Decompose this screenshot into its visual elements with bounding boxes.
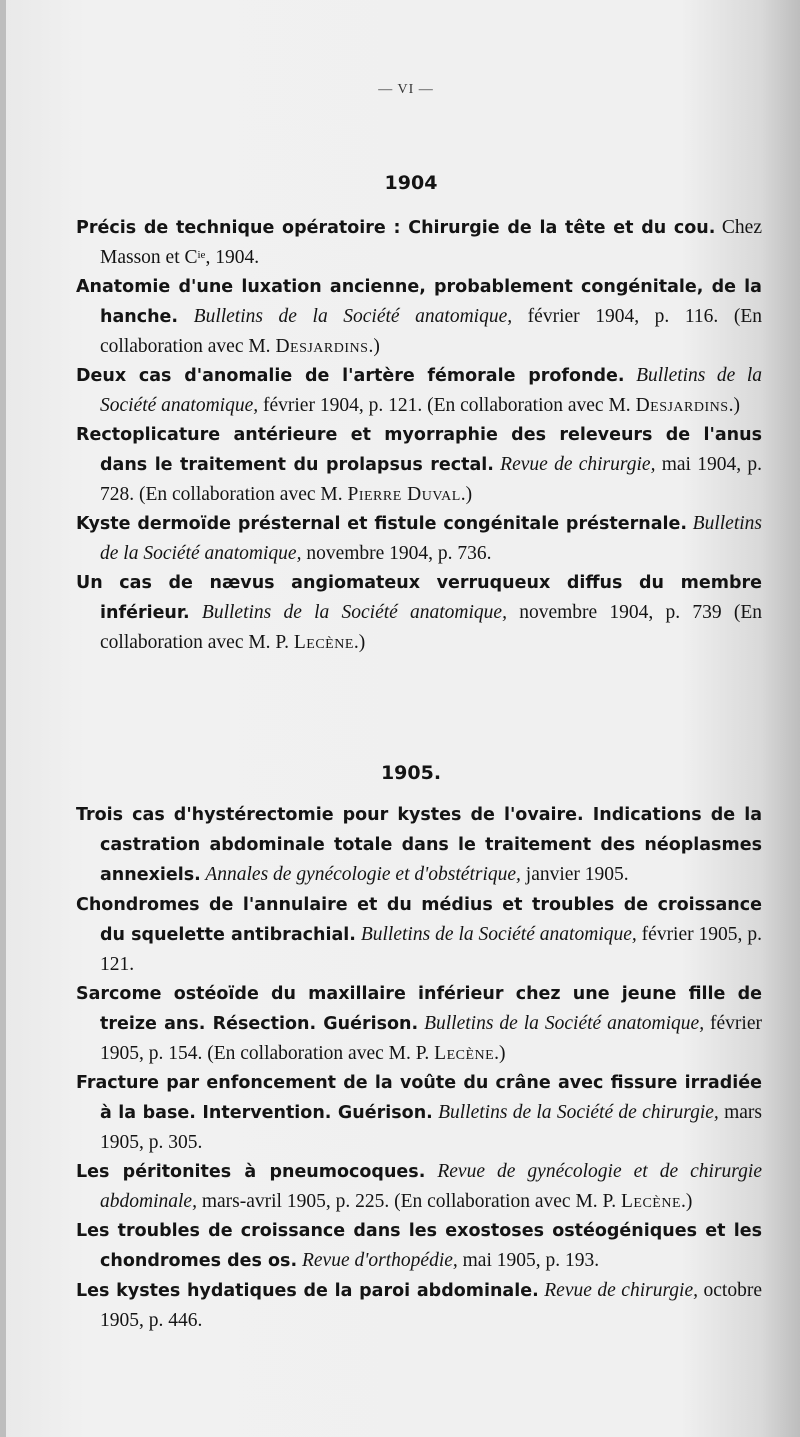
entry-title: Précis de technique opératoire : Chirurgie de la tête et du cou. <box>76 218 716 238</box>
book-page <box>6 0 800 1437</box>
entry-details: novembre 1904, p. 736. <box>301 543 492 564</box>
entry-journal: Bulletins de la Société anatomique, <box>100 365 763 416</box>
entries-1905 <box>76 800 762 1335</box>
entry-title: Les kystes hydatiques de la paroi abdominale. <box>76 1281 539 1301</box>
entry-title: Fracture par enfoncement de la voûte du crâne avec fissure irradiée à la base. Intervention. Guérison. <box>76 1073 762 1123</box>
entry-title: Les péritonites à pneumocoques. <box>76 1162 426 1182</box>
entry-superscript: ie <box>197 249 206 261</box>
bibliography-entry <box>76 800 762 890</box>
entry-title: Sarcome ostéoïde du maxillaire inférieur chez une jeune fille de treize ans. Résection. Guérison. <box>76 984 762 1034</box>
entry-coauthor: Desjardins <box>275 336 369 357</box>
entry-details: février 1905, p. 154. (En collaboration avec M. P. <box>100 1013 762 1064</box>
entry-publisher: Chez Masson et C <box>100 217 762 268</box>
entry-details: février 1904, p. 121. (En collaboration avec M. <box>258 395 636 416</box>
entry-journal: Revue de chirurgie, <box>538 1280 699 1301</box>
entry-coauthor: Desjardins <box>635 395 729 416</box>
entry-journal: Bulletins de la Société anatomique, <box>100 513 762 564</box>
bibliography-entry <box>76 213 762 272</box>
entry-coauthor: Lecène <box>293 632 354 653</box>
entry-end: .) <box>368 336 380 357</box>
year-heading-1905: 1905. <box>380 762 442 784</box>
entry-details: mars-avril 1905, p. 225. (En collaboration avec M. P. <box>196 1191 621 1212</box>
bibliography-entry <box>76 1276 762 1335</box>
bibliography-entry <box>76 361 762 420</box>
bibliography-entry <box>76 568 762 657</box>
entries-1904 <box>76 213 762 657</box>
entry-journal: Annales de gynécologie et d'obstétrique, <box>200 864 521 885</box>
entry-title: Les troubles de croissance dans les exostoses ostéogéniques et les chondromes des os. <box>76 1221 762 1271</box>
entry-coauthor: Lecène <box>434 1043 495 1064</box>
entry-end: .) <box>681 1191 693 1212</box>
entry-details: février 1904, p. 116. (En collaboration avec M. <box>100 306 762 357</box>
entry-details: janvier 1905. <box>520 864 629 885</box>
entry-journal: Revue de gynécologie et de chirurgie abdominale, <box>100 1161 762 1212</box>
entry-journal: Revue d'orthopédie, <box>297 1250 458 1271</box>
entry-journal: Bulletins de la Société anatomique, <box>189 602 507 623</box>
bibliography-entry <box>76 1216 762 1276</box>
entry-title: Chondromes de l'annulaire et du médius et troubles de croissance du squelette antibrachial. <box>76 895 762 945</box>
entry-journal: Bulletins de la Société anatomique, <box>418 1013 705 1034</box>
entry-journal: Bulletins de la Société de chirurgie, <box>432 1102 719 1123</box>
bibliography-entry <box>76 1068 762 1157</box>
entry-journal: Revue de chirurgie, <box>493 454 656 475</box>
year-heading-1904: 1904 <box>384 172 438 194</box>
entry-journal: Bulletins de la Société anatomique, <box>178 306 513 327</box>
entry-end: .) <box>460 484 473 505</box>
entry-details: mai 1904, p. 728. (En collaboration avec M. <box>100 454 762 505</box>
entry-title: Rectoplicature antérieure et myorraphie des releveurs de l'anus dans le traitement du prolapsus rectal. <box>76 425 762 475</box>
entry-end: .) <box>353 632 366 653</box>
entry-details: novembre 1904, p. 739 (En collaboration avec M. P. <box>100 602 762 653</box>
entry-end: .) <box>494 1043 506 1064</box>
entry-details: , 1904. <box>205 247 260 268</box>
entry-details: octobre 1905, p. 446. <box>100 1280 762 1331</box>
bibliography-entry <box>76 272 762 361</box>
entry-title: Un cas de nævus angiomateux verruqueux diffus du membre inférieur. <box>76 573 762 623</box>
page-number: — VI — <box>378 82 434 97</box>
entry-title: Anatomie d'une luxation ancienne, probablement congénitale, de la hanche. <box>76 277 762 327</box>
bibliography-entry <box>76 420 762 509</box>
entry-title: Deux cas d'anomalie de l'artère fémorale profonde. <box>76 366 625 386</box>
entry-coauthor: Pierre Duval <box>347 484 461 505</box>
bibliography-entry <box>76 890 762 979</box>
entry-details: mars 1905, p. 305. <box>100 1102 762 1153</box>
entry-title: Kyste dermoïde présternal et fistule congénitale présternale. <box>76 514 688 534</box>
entry-journal: Bulletins de la Société anatomique, <box>355 924 637 945</box>
bibliography-entry <box>76 1157 762 1216</box>
entry-details: mai 1905, p. 193. <box>457 1250 600 1271</box>
entry-end: .) <box>728 395 740 416</box>
entry-coauthor: Lecène <box>620 1191 681 1212</box>
bibliography-entry <box>76 509 762 568</box>
entry-details: février 1905, p. 121. <box>100 924 762 975</box>
bibliography-entry <box>76 979 762 1068</box>
entry-title: Trois cas d'hystérectomie pour kystes de l'ovaire. Indications de la castration abdominale totale dans le traitement des néoplasmes annexiels. <box>76 805 762 885</box>
